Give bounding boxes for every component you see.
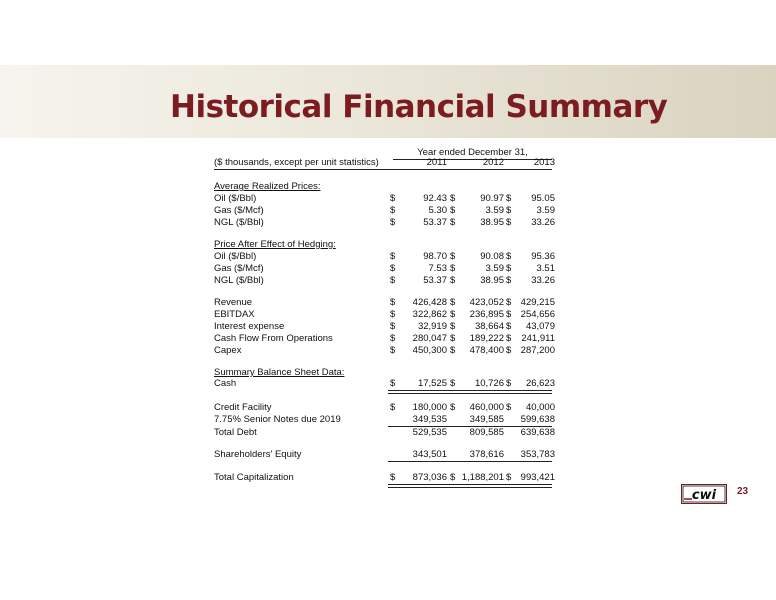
value-2012: 10,726 [474,378,504,389]
currency-sign: $ [450,193,456,204]
value-2012: 378,616 [469,449,504,460]
currency-sign: $ [390,402,396,413]
currency-sign: $ [506,217,512,228]
value-2011: 32,919 [417,321,447,332]
value-2011: 529,535 [412,427,447,438]
currency-sign: $ [390,297,396,308]
value-2013: 43,079 [525,321,555,332]
value-2011: 17,525 [417,378,447,389]
value-2012: 38.95 [480,217,504,228]
currency-sign: $ [450,402,456,413]
value-2012: 236,895 [469,309,504,320]
currency-sign: $ [450,217,456,228]
currency-sign: $ [506,333,512,344]
currency-sign: $ [390,275,396,286]
row-label: Gas ($/Mcf) [214,263,264,274]
value-2012: 90.97 [480,193,504,204]
value-2012: 38,664 [474,321,504,332]
currency-sign: $ [506,275,512,286]
value-2011: 98.70 [423,251,447,262]
page-number: 23 [737,486,749,497]
value-2011: 349,535 [412,414,447,425]
currency-sign: $ [506,321,512,332]
row-label: Credit Facility [214,402,272,413]
value-2011: 426,428 [412,297,447,308]
currency-sign: $ [390,217,396,228]
value-2012: 460,000 [469,402,504,413]
value-2012: 809,585 [469,427,504,438]
value-2011: 280,047 [412,333,447,344]
value-2013: 40,000 [525,402,555,413]
currency-sign: $ [390,205,396,216]
currency-sign: $ [450,297,456,308]
value-2013: 33.26 [531,275,555,286]
value-2011: 180,000 [412,402,447,413]
value-2013: 33.26 [531,217,555,228]
currency-sign: $ [390,472,396,483]
value-2012: 349,585 [469,414,504,425]
value-2011: 450,300 [412,345,447,356]
row-label: Oil ($/Bbl) [214,193,257,204]
value-2011: 53.37 [423,275,447,286]
currency-sign: $ [506,402,512,413]
row-label: NGL ($/Bbl) [214,275,264,286]
value-2011: 322,862 [412,309,447,320]
currency-sign: $ [390,378,396,389]
currency-sign: $ [390,251,396,262]
row-label: Interest expense [214,321,285,332]
value-2011: 343,501 [412,449,447,460]
currency-sign: $ [450,345,456,356]
value-2011: 92.43 [423,193,447,204]
row-label: Total Debt [214,427,257,438]
value-2012: 3.59 [485,263,504,274]
value-2011: 5.30 [428,205,447,216]
currency-sign: $ [506,297,512,308]
double-underline [388,390,552,394]
section-label: Average Realized Prices: [214,181,321,192]
row-label: Revenue [214,297,253,308]
slide-title: Historical Financial Summary [170,89,668,125]
currency-sign: $ [450,333,456,344]
value-2012: 478,400 [469,345,504,356]
value-2013: 599,638 [520,414,555,425]
currency-sign: $ [506,309,512,320]
currency-sign: $ [390,193,396,204]
currency-sign: $ [450,251,456,262]
currency-sign: $ [506,345,512,356]
value-2013: 993,421 [520,472,555,483]
value-2012: 38.95 [480,275,504,286]
unit-label: ($ thousands, except per unit statistics) [214,157,379,168]
value-2013: 353,783 [520,449,555,460]
currency-sign: $ [450,309,456,320]
currency-sign: $ [506,263,512,274]
row-label: NGL ($/Bbl) [214,217,264,228]
currency-sign: $ [390,333,396,344]
value-2012: 3.59 [485,205,504,216]
year-header: Year ended December 31, [393,147,552,160]
value-2011: 7.53 [428,263,447,274]
currency-sign: $ [450,378,456,389]
value-2013: 3.59 [536,205,555,216]
currency-sign: $ [450,205,456,216]
value-2013: 429,215 [520,297,555,308]
row-label: Total Capitalization [214,472,294,483]
currency-sign: $ [450,263,456,274]
currency-sign: $ [390,321,396,332]
currency-sign: $ [390,345,396,356]
value-2011: 873,036 [412,472,447,483]
currency-sign: $ [506,378,512,389]
currency-sign: $ [450,275,456,286]
currency-sign: $ [450,321,456,332]
section-label: Price After Effect of Hedging: [214,239,336,250]
currency-sign: $ [390,309,396,320]
currency-sign: $ [506,193,512,204]
currency-sign: $ [506,251,512,262]
currency-sign: $ [390,263,396,274]
currency-sign: $ [506,472,512,483]
company-logo [681,484,727,504]
value-2013: 26,623 [525,378,555,389]
row-label: Gas ($/Mcf) [214,205,264,216]
value-2011: 53.37 [423,217,447,228]
section-label: Summary Balance Sheet Data: [214,367,345,378]
double-underline [388,484,552,488]
row-label: Cash Flow From Operations [214,333,333,344]
value-2013: 95.36 [531,251,555,262]
row-label: Oil ($/Bbl) [214,251,257,262]
row-label: EBITDAX [214,309,255,320]
value-2013: 639,638 [520,427,555,438]
value-2012: 189,222 [469,333,504,344]
subtotal-line [388,461,552,462]
value-2012: 1,188,201 [461,472,504,483]
row-label: Cash [214,378,237,389]
row-label: Shareholders' Equity [214,449,302,460]
value-2013: 287,200 [520,345,555,356]
currency-sign: $ [506,205,512,216]
currency-sign: $ [450,472,456,483]
year-2011: 2011 [426,157,447,168]
year-2012: 2012 [482,157,504,168]
value-2013: 254,656 [520,309,555,320]
value-2012: 90.08 [480,251,504,262]
row-label: Capex [214,345,242,356]
row-label: 7.75% Senior Notes due 2019 [214,414,341,425]
value-2013: 95.05 [531,193,555,204]
value-2013: 241,911 [521,333,555,344]
year-2013: 2013 [533,157,555,168]
value-2012: 423,052 [469,297,504,308]
logo-text: cwi [691,488,717,503]
value-2013: 3.51 [536,263,555,274]
column-header-row [214,157,555,170]
